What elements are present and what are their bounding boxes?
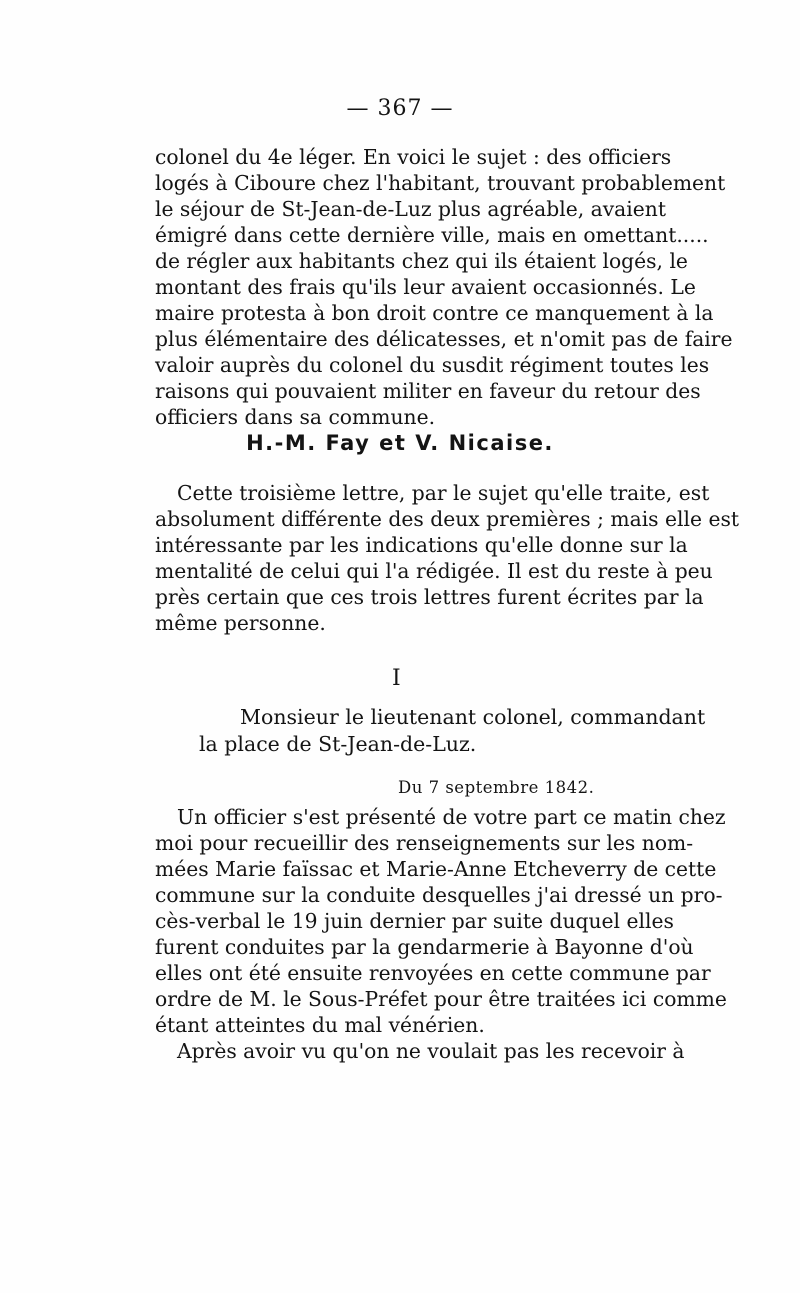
text-line: Un officier s'est présenté de votre part ce matin chez [177,805,726,829]
text-line: logés à Ciboure chez l'habitant, trouvant probablement [155,171,726,195]
text-line: officiers dans sa commune. [155,405,436,429]
addressee-line-2: la place de St-Jean-de-Luz. [199,732,477,756]
text-line: moi pour recueillir des renseignements sur les nom- [155,831,694,855]
text-line: raisons qui pouvaient militer en faveur du retour des [155,379,701,403]
text-line: furent conduites par la gendarmerie à Bayonne d'où [155,935,694,959]
text-line: même personne. [155,611,326,635]
text-line: montant des frais qu'ils leur avaient occasionnés. Le [155,275,696,299]
page-number: — 367 — [346,96,454,121]
text-line: elles ont été ensuite renvoyées en cette commune par [155,961,711,985]
text-line: commune sur la conduite desquelles j'ai dressé un pro- [155,883,723,907]
text-line: mées Marie faïssac et Marie-Anne Etcheverry de cette [155,857,717,881]
text-line: colonel du 4e léger. En voici le sujet : des officiers [155,145,672,169]
paragraph-intro [155,144,733,430]
text-line: près certain que ces trois lettres furent écrites par la [155,585,704,609]
text-line: de régler aux habitants chez qui ils étaient logés, le [155,249,688,273]
text-line: maire protesta à bon droit contre ce manquement à la [155,301,714,325]
text-line: étant atteintes du mal vénérien. [155,1013,485,1037]
text-line: valoir auprès du colonel du susdit régiment toutes les [155,353,710,377]
text-line: cès-verbal le 19 juin dernier par suite duquel elles [155,909,674,933]
text-line: intéressante par les indications qu'elle donne sur la [155,533,688,557]
text-line: émigré dans cette dernière ville, mais en omettant..... [155,223,709,247]
text-line: Après avoir vu qu'on ne voulait pas les recevoir à [177,1039,685,1063]
text-line: le séjour de St-Jean-de-Luz plus agréable, avaient [155,197,666,221]
addressee-line-1: Monsieur le lieutenant colonel, commandant [240,705,706,729]
text-line: plus élémentaire des délicatesses, et n'omit pas de faire [155,327,733,351]
paragraph-commentary [155,480,740,636]
text-line: mentalité de celui qui l'a rédigée. Il est du reste à peu [155,559,713,583]
text-line: absolument différente des deux premières ; mais elle est [155,507,740,531]
section-number: I [392,666,401,691]
text-line: ordre de M. le Sous-Préfet pour être traitées ici comme [155,987,727,1011]
text-line: Cette troisième lettre, par le sujet qu'elle traite, est [177,481,710,505]
letter-date: Du 7 septembre 1842. [398,778,595,797]
authors-signature: H.-M. Fay et V. Nicaise. [246,431,554,455]
letter-body [155,804,727,1064]
